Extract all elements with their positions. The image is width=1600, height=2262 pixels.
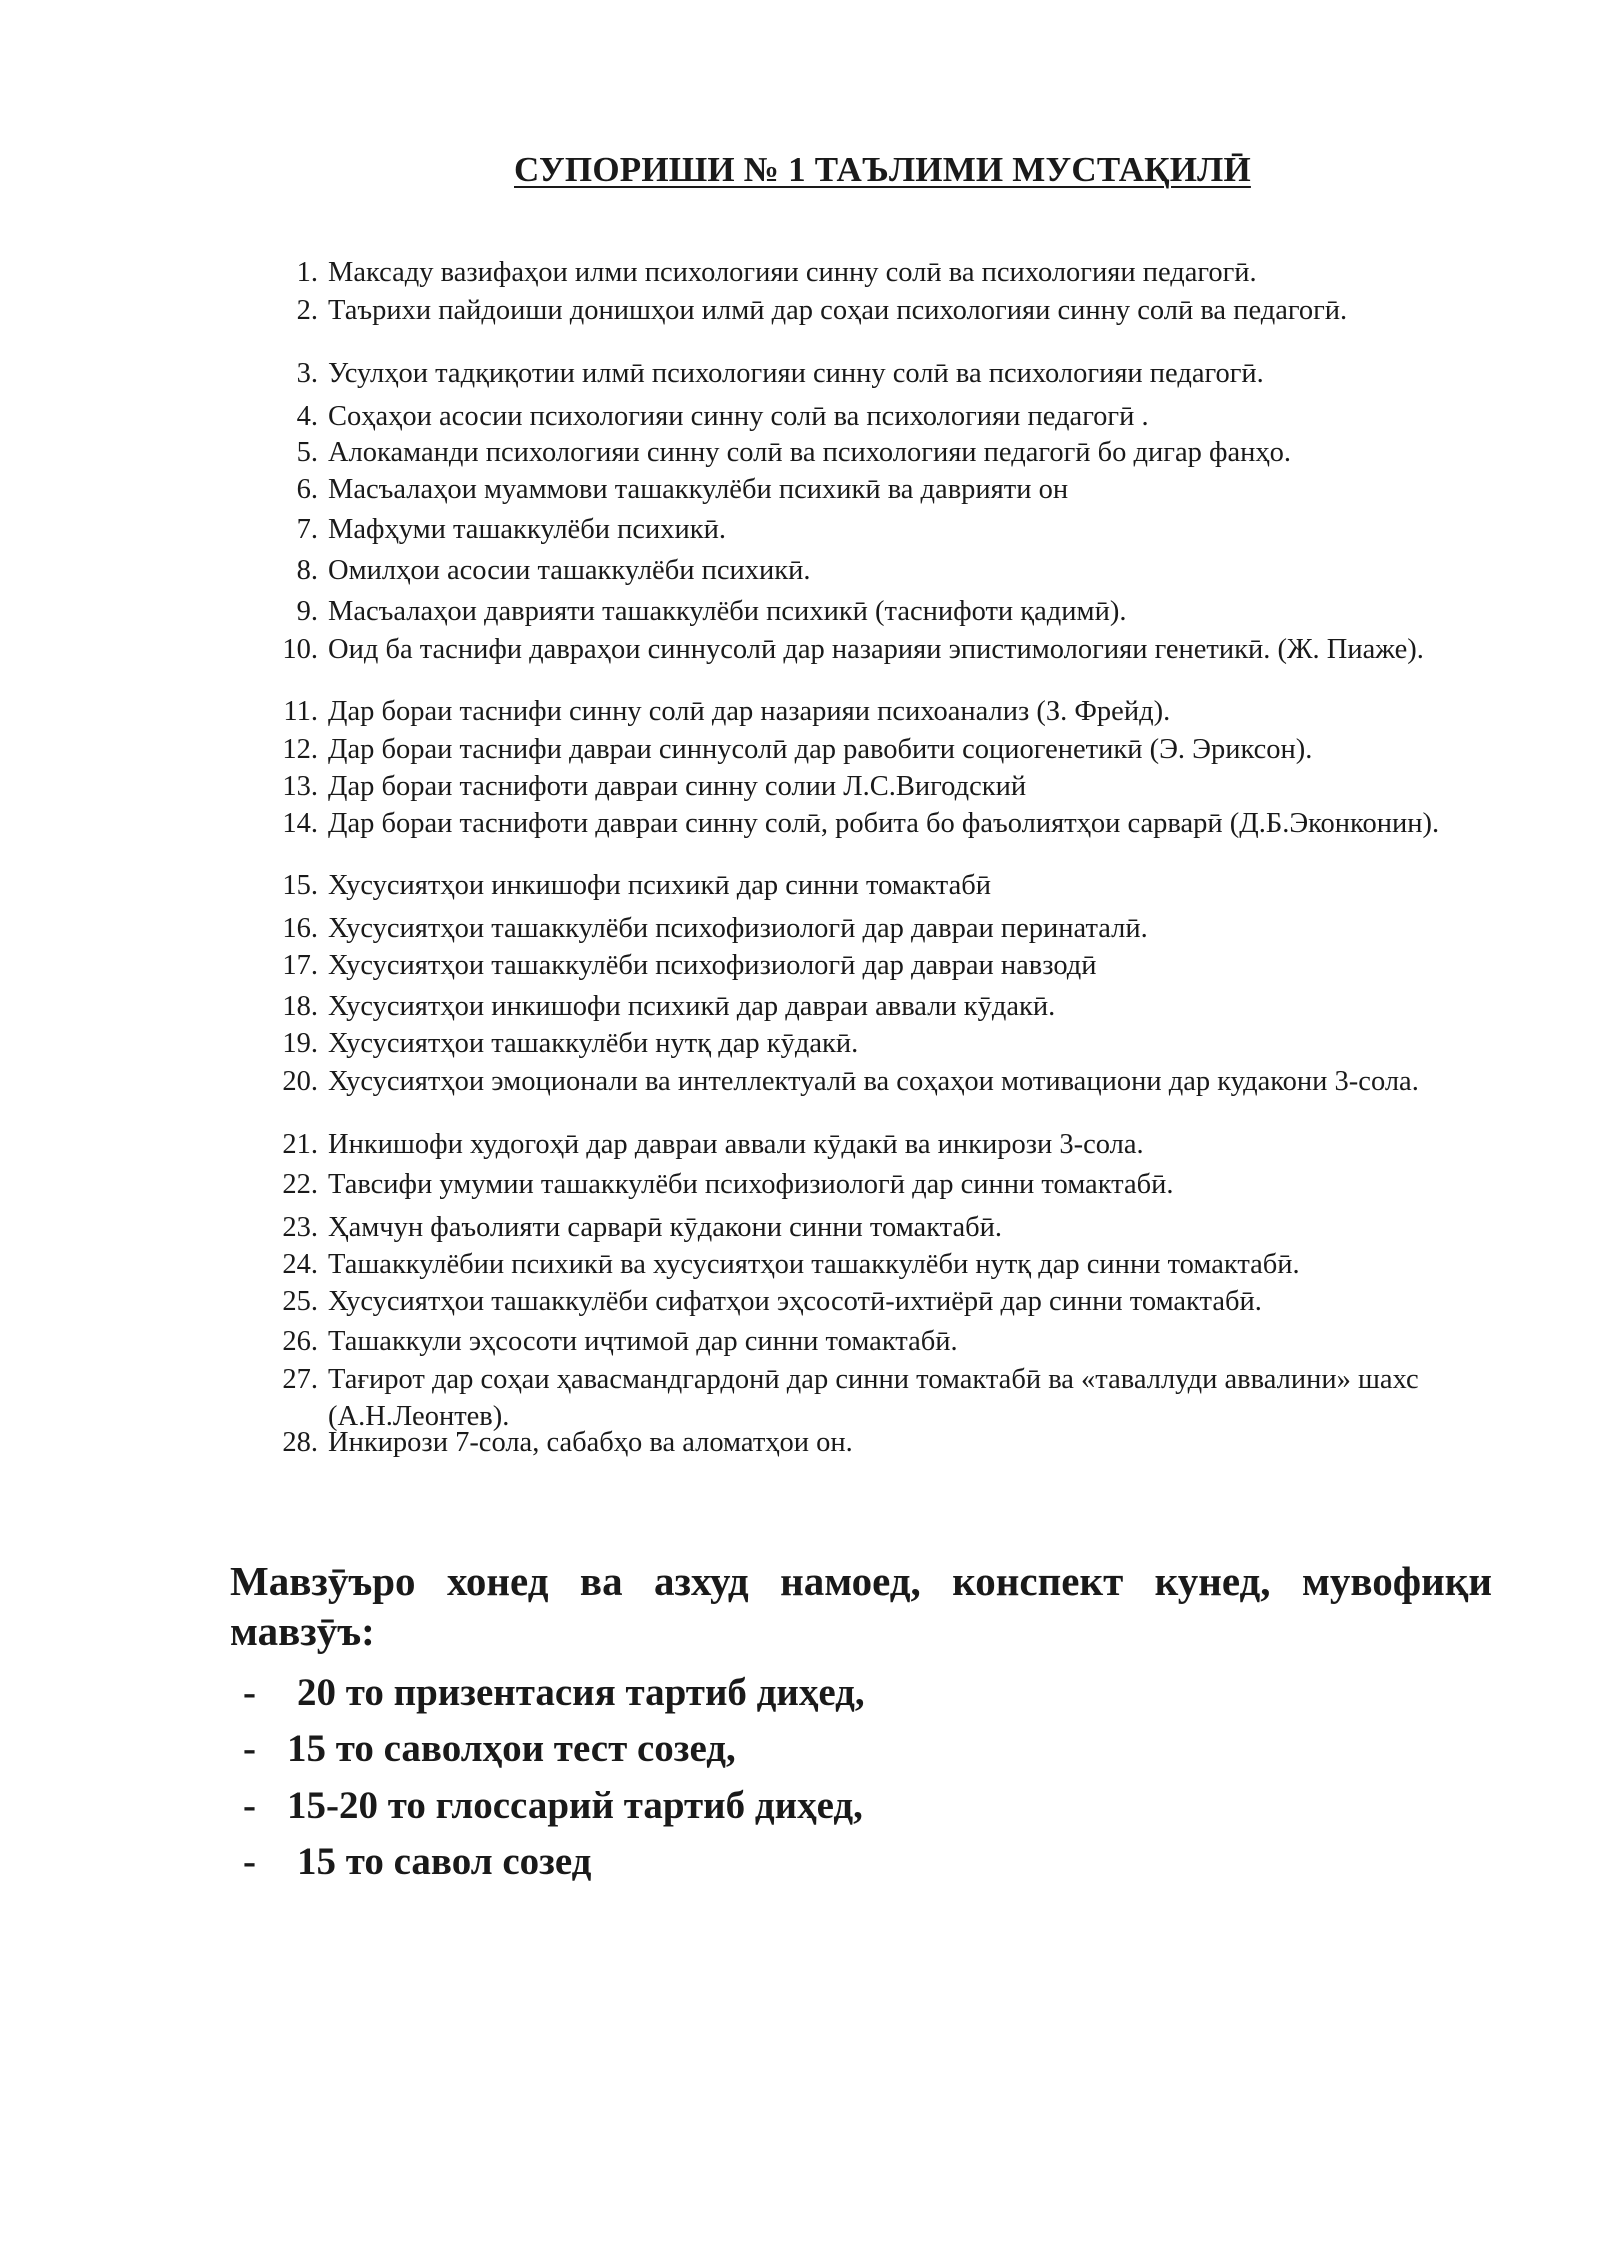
task-item: [0, 1126, 1600, 1163]
task-item: [0, 1424, 1600, 1461]
task-number: 20.: [282, 1066, 318, 1097]
task-item: [0, 292, 1600, 329]
task-text: Инкирози 7-сола, сабабҳо ва аломатҳои он.: [328, 1427, 853, 1458]
task-text: Хусусиятҳои инкишофи психикӣ дар синни томактабӣ: [328, 870, 991, 901]
task-text: Алокаманди психологияи синну солӣ ва психологияи педагогӣ бо дигар фанҳо.: [328, 437, 1291, 468]
task-number: 26.: [282, 1326, 318, 1357]
task-text: Дар бораи таснифоти давраи синну солии Л.С.Вигодский: [328, 771, 1027, 802]
task-item: [0, 768, 1600, 805]
task-text: Таърихи пайдоиши донишҳои илмӣ дар соҳаи психологияи синну солӣ ва педагогӣ.: [328, 295, 1348, 326]
task-number: 6.: [296, 474, 318, 505]
task-number: 15.: [282, 870, 318, 901]
task-text: Соҳаҳои асосии психологияи синну солӣ ва психологияи педагогӣ .: [328, 401, 1149, 432]
task-text: Ташаккули эҳсосоти иҷтимоӣ дар синни томактабӣ.: [328, 1326, 958, 1357]
assignment-bullet: [0, 1720, 1600, 1777]
task-number: 2.: [296, 295, 318, 326]
task-number: 5.: [296, 437, 318, 468]
task-item: [0, 1323, 1600, 1360]
task-text: Масъалаҳои даврияти ташаккулёби психикӣ (таснифоти қадимӣ).: [328, 596, 1127, 627]
task-number: 16.: [282, 913, 318, 944]
task-item: [0, 731, 1600, 768]
task-text: Максаду вазифаҳои илми психологияи синну солӣ ва психологияи педагогӣ.: [328, 257, 1257, 288]
task-text: Дар бораи таснифи синну солӣ дар назарияи психоанализ (З. Фрейд).: [328, 696, 1171, 727]
task-text: Дар бораи таснифи давраи синнусолӣ дар равобити социогенетикӣ (Э. Эриксон).: [328, 734, 1313, 765]
task-number: 14.: [282, 808, 318, 839]
task-item: [0, 434, 1600, 471]
task-number: 27.: [282, 1364, 318, 1395]
task-number: 23.: [282, 1212, 318, 1243]
task-text: Хусусиятҳои ташаккулёби сифатҳои эҳсосотӣ-ихтиёрӣ дар синни томактабӣ.: [328, 1286, 1262, 1317]
task-number: 1.: [296, 257, 318, 288]
task-item: [0, 805, 1600, 842]
task-number: 21.: [282, 1129, 318, 1160]
bullet-text: 15-20 то глоссарий тартиб диҳед,: [287, 1784, 863, 1827]
task-number: 19.: [282, 1028, 318, 1059]
task-text: Омилҳои асосии ташаккулёби психикӣ.: [328, 555, 811, 586]
task-item: [0, 552, 1600, 589]
task-number: 12.: [282, 734, 318, 765]
task-text: Тавсифи умумии ташаккулёби психофизиологӣ дар синни томактабӣ.: [328, 1169, 1174, 1200]
task-item: [0, 988, 1600, 1025]
task-item: [0, 631, 1600, 668]
task-text: Ташаккулёбии психикӣ ва хусусиятҳои ташаккулёби нутқ дар синни томактабӣ.: [328, 1249, 1300, 1280]
task-text: Хусусиятҳои ташаккулёби психофизиологӣ дар давраи навзодӣ: [328, 950, 1097, 981]
bullet-dash: -: [243, 1840, 256, 1883]
task-item: [0, 398, 1600, 435]
bullet-text: 15 то савол созед: [297, 1840, 592, 1883]
task-text: Ҳамчун фаъолияти сарварӣ кӯдакони синни томактабӣ.: [328, 1212, 1003, 1243]
task-item: [0, 910, 1600, 947]
task-item: [0, 511, 1600, 548]
task-text: Усулҳои тадқиқотии илмӣ психологияи синну солӣ ва психологияи педагогӣ.: [328, 358, 1264, 389]
task-item: [0, 1283, 1600, 1320]
task-item: [0, 1166, 1600, 1203]
task-text: Масъалаҳои муаммови ташаккулёби психикӣ ва даврияти он: [328, 474, 1069, 505]
task-item: [0, 355, 1600, 392]
assignment-bullet: [0, 1833, 1600, 1890]
assignment-bullet: [0, 1664, 1600, 1721]
task-item: [0, 867, 1600, 904]
task-number: 24.: [282, 1249, 318, 1280]
task-number: 28.: [282, 1427, 318, 1458]
instructions-paragraph: Мавзӯъро хонед ва азхуд намоед, конспект кунед, мувофиқи мавзӯъ:: [230, 1558, 1492, 1654]
page-title: СУПОРИШИ № 1 ТАЪЛИМИ МУСТАҚИЛӢ: [514, 150, 1251, 189]
task-number: 9.: [296, 596, 318, 627]
task-number: 17.: [282, 950, 318, 981]
task-text: Мафҳуми ташаккулёби психикӣ.: [328, 514, 726, 545]
task-text: Дар бораи таснифоти давраи синну солӣ, робита бо фаъолиятҳои сарварӣ (Д.Б.Эконконин).: [328, 808, 1440, 839]
task-text: Инкишофи худогоҳӣ дар давраи аввали кӯдакӣ ва инкирози 3-сола.: [328, 1129, 1144, 1160]
task-text: Оид ба таснифи давраҳои синнусолӣ дар назарияи эпистимологияи генетикӣ. (Ж. Пиаже).: [328, 634, 1424, 665]
task-text: Хусусиятҳои инкишофи психикӣ дар давраи аввали кӯдакӣ.: [328, 991, 1056, 1022]
task-number: 3.: [296, 358, 318, 389]
task-number: 18.: [282, 991, 318, 1022]
task-text: Хусусиятҳои ташаккулёби нутқ дар кӯдакӣ.: [328, 1028, 859, 1059]
bullet-text: 15 то саволҳои тест созед,: [287, 1727, 736, 1770]
task-item: [0, 693, 1600, 730]
task-text: Хусусиятҳои эмоционали ва интеллектуалӣ ва соҳаҳои мотивациони дар кудакони 3-сола.: [328, 1066, 1419, 1097]
task-number: 11.: [283, 696, 318, 727]
task-number: 10.: [282, 634, 318, 665]
task-item: [0, 1025, 1600, 1062]
assignment-bullet: [0, 1777, 1600, 1834]
task-item: [0, 1209, 1600, 1246]
task-number: 13.: [282, 771, 318, 802]
task-item: [0, 1246, 1600, 1283]
task-item: [0, 1063, 1600, 1100]
task-number: 7.: [296, 514, 318, 545]
task-number: 25.: [282, 1286, 318, 1317]
bullet-dash: -: [243, 1727, 256, 1770]
task-item: [0, 947, 1600, 984]
task-item: [0, 471, 1600, 508]
task-item: [0, 254, 1600, 291]
bullet-dash: -: [243, 1784, 256, 1827]
task-item: [0, 593, 1600, 630]
task-text: Тағирот дар соҳаи ҳавасмандгардонӣ дар синни томактабӣ ва «таваллуди аввалини» шахс (А.Н.Леонтев).: [328, 1364, 1419, 1432]
task-text: Хусусиятҳои ташаккулёби психофизиологӣ дар давраи перинаталӣ.: [328, 913, 1148, 944]
task-number: 4.: [296, 401, 318, 432]
bullet-text: 20 то призентасия тартиб диҳед,: [297, 1671, 865, 1714]
bullet-dash: -: [243, 1671, 256, 1714]
task-number: 22.: [282, 1169, 318, 1200]
task-number: 8.: [296, 555, 318, 586]
